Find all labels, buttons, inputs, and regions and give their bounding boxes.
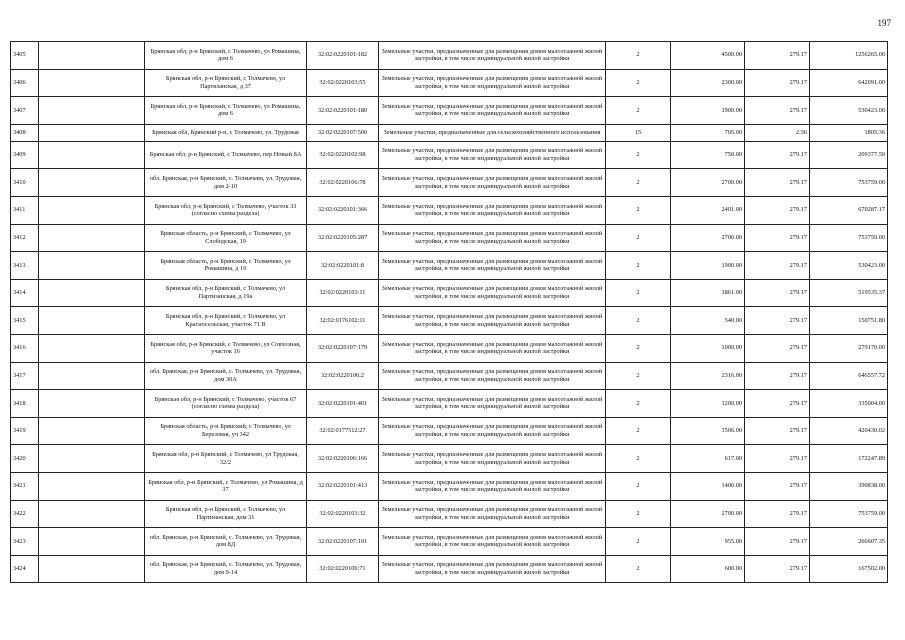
cell-permitted-use: Земельные участки, предназначенные для размещения домов малоэтажной жилой застройки, в том числе индивидуальной жилой застройки bbox=[379, 500, 606, 528]
cell-area: 2700.00 bbox=[671, 500, 745, 528]
page-number: 197 bbox=[877, 18, 891, 28]
cell-area: 2316.00 bbox=[671, 362, 745, 390]
cell-cadastral-number: 32:02:0220101:366 bbox=[307, 196, 379, 224]
table-row bbox=[11, 69, 888, 97]
table-row bbox=[11, 141, 888, 169]
table-row bbox=[11, 500, 888, 528]
cell-permitted-use: Земельные участки, предназначенные для размещения домов малоэтажной жилой застройки, в том числе индивидуальной жилой застройки bbox=[379, 417, 606, 445]
cell-cadastral-number: 32:02:0220106:2 bbox=[307, 362, 379, 390]
cell-specific-value: 279.17 bbox=[745, 97, 810, 125]
cell-area: 1506.00 bbox=[671, 417, 745, 445]
cell-record-number: 3405 bbox=[11, 42, 39, 70]
cell-permitted-use: Земельные участки, предназначенные для размещения домов малоэтажной жилой застройки, в том числе индивидуальной жилой застройки bbox=[379, 169, 606, 197]
cell-address: Брянская обл, р-н Брянский, с Толмачево, ул Партизанская, д 37 bbox=[145, 69, 307, 97]
cell-empty bbox=[39, 69, 145, 97]
cell-area: 2401.00 bbox=[671, 196, 745, 224]
cell-empty bbox=[39, 169, 145, 197]
cell-cadastral-value: 753759.00 bbox=[810, 500, 888, 528]
cell-address: Брянская обл, р-н Брянский, с Толмачево, участок 33 (согласно схемы раздела) bbox=[145, 196, 307, 224]
cell-cadastral-value: 150751.80 bbox=[810, 307, 888, 335]
cell-cadastral-value: 335004.00 bbox=[810, 390, 888, 418]
cell-record-number: 3416 bbox=[11, 334, 39, 362]
cell-permitted-use: Земельные участки, предназначенные для размещения домов малоэтажной жилой застройки, в том числе индивидуальной жилой застройки bbox=[379, 141, 606, 169]
cell-specific-value: 279.17 bbox=[745, 472, 810, 500]
cell-permitted-use: Земельные участки, предназначенные для размещения домов малоэтажной жилой застройки, в том числе индивидуальной жилой застройки bbox=[379, 334, 606, 362]
cell-area: 4500.00 bbox=[671, 42, 745, 70]
cell-specific-value: 279.17 bbox=[745, 141, 810, 169]
cell-record-number: 3422 bbox=[11, 500, 39, 528]
cell-group-code: 2 bbox=[606, 417, 671, 445]
cell-address: обл. Брянская, р-н Брянский, с. Толмачево, ул. Трудовая, дом 9-14 bbox=[145, 555, 307, 583]
cell-cadastral-value: 209377.50 bbox=[810, 141, 888, 169]
cell-area: 750.00 bbox=[671, 141, 745, 169]
cell-cadastral-value: 420430.02 bbox=[810, 417, 888, 445]
cell-record-number: 3421 bbox=[11, 472, 39, 500]
cell-area: 1000.00 bbox=[671, 334, 745, 362]
cell-empty bbox=[39, 196, 145, 224]
cell-address: Брянская обл, р-н Брянский, с Толмачево, ул Ромашина, д 37 bbox=[145, 472, 307, 500]
cell-record-number: 3418 bbox=[11, 390, 39, 418]
cell-empty bbox=[39, 124, 145, 141]
cell-address: Брянская область, р-н Брянский, с Толмачево, ул Слободская, 19 bbox=[145, 224, 307, 252]
table-row bbox=[11, 307, 888, 335]
cell-permitted-use: Земельные участки, предназначенные для размещения домов малоэтажной жилой застройки, в том числе индивидуальной жилой застройки bbox=[379, 362, 606, 390]
cell-cadastral-number: 32:02:0220106:78 bbox=[307, 169, 379, 197]
cell-address: Брянская обл, р-н Брянский, с Толмачево, ул Ромашина, дом 6 bbox=[145, 42, 307, 70]
cell-record-number: 3409 bbox=[11, 141, 39, 169]
cell-cadastral-number: 32:02:0220101:413 bbox=[307, 472, 379, 500]
cell-cadastral-number: 32:02:0220101:401 bbox=[307, 390, 379, 418]
cell-empty bbox=[39, 472, 145, 500]
table-row bbox=[11, 390, 888, 418]
cell-cadastral-number: 32:02:0220103:55 bbox=[307, 69, 379, 97]
cell-empty bbox=[39, 362, 145, 390]
cell-specific-value: 279.17 bbox=[745, 307, 810, 335]
cell-area: 1861.00 bbox=[671, 279, 745, 307]
cell-record-number: 3419 bbox=[11, 417, 39, 445]
table-row bbox=[11, 472, 888, 500]
cell-cadastral-number: 32:02:0220103:11 bbox=[307, 279, 379, 307]
cell-empty bbox=[39, 279, 145, 307]
cell-specific-value: 279.17 bbox=[745, 334, 810, 362]
cell-cadastral-value: 279170.00 bbox=[810, 334, 888, 362]
table-row bbox=[11, 124, 888, 141]
table-row bbox=[11, 169, 888, 197]
cell-record-number: 3406 bbox=[11, 69, 39, 97]
cell-record-number: 3417 bbox=[11, 362, 39, 390]
cell-cadastral-value: 172247.89 bbox=[810, 445, 888, 473]
cell-cadastral-value: 167502.00 bbox=[810, 555, 888, 583]
table-row bbox=[11, 528, 888, 556]
cell-empty bbox=[39, 445, 145, 473]
cell-cadastral-number: 32:02:0220107:101 bbox=[307, 528, 379, 556]
cell-address: обл. Брянская, р-н Брянский, с. Толмачево, ул. Трудовая, дом 2-10 bbox=[145, 169, 307, 197]
cell-area: 705.00 bbox=[671, 124, 745, 141]
cell-specific-value: 279.17 bbox=[745, 279, 810, 307]
cell-cadastral-number: 32:02:0220101:8 bbox=[307, 252, 379, 280]
cell-area: 1900.00 bbox=[671, 97, 745, 125]
cell-address: Брянская обл, р-н Брянский, с Толмачево, ул Красносельская, участок 71 В bbox=[145, 307, 307, 335]
table-body bbox=[11, 42, 888, 583]
cell-empty bbox=[39, 528, 145, 556]
cell-area: 955.00 bbox=[671, 528, 745, 556]
cell-permitted-use: Земельные участки, предназначенные для размещения домов малоэтажной жилой застройки, в том числе индивидуальной жилой застройки bbox=[379, 472, 606, 500]
cell-cadastral-value: 753759.00 bbox=[810, 224, 888, 252]
cell-group-code: 2 bbox=[606, 472, 671, 500]
cell-specific-value: 279.17 bbox=[745, 42, 810, 70]
cell-group-code: 2 bbox=[606, 252, 671, 280]
cell-permitted-use: Земельные участки, предназначенные для размещения домов малоэтажной жилой застройки, в том числе индивидуальной жилой застройки bbox=[379, 279, 606, 307]
cell-address: Брянская обл, р-н Брянский, с Толмачево, ул Партизанская, дом 31 bbox=[145, 500, 307, 528]
cell-address: Брянская обл, р-н Брянский, с Толмачево, участок 67 (согласно схемы раздела) bbox=[145, 390, 307, 418]
cell-area: 600.00 bbox=[671, 555, 745, 583]
cell-permitted-use: Земельные участки, предназначенные для размещения домов малоэтажной жилой застройки, в том числе индивидуальной жилой застройки bbox=[379, 445, 606, 473]
cell-group-code: 2 bbox=[606, 334, 671, 362]
table-row bbox=[11, 334, 888, 362]
cell-group-code: 2 bbox=[606, 390, 671, 418]
cell-address: Брянская область, р-н Брянский, с Толмачево, ул Березовая, уч 342 bbox=[145, 417, 307, 445]
cell-empty bbox=[39, 334, 145, 362]
cell-empty bbox=[39, 97, 145, 125]
cell-record-number: 3415 bbox=[11, 307, 39, 335]
table-row bbox=[11, 555, 888, 583]
cell-cadastral-number: 32:02:0176102:11 bbox=[307, 307, 379, 335]
cell-cadastral-value: 1805.36 bbox=[810, 124, 888, 141]
cell-group-code: 2 bbox=[606, 307, 671, 335]
cadastral-value-table bbox=[10, 41, 888, 583]
table-row bbox=[11, 252, 888, 280]
cell-specific-value: 279.17 bbox=[745, 555, 810, 583]
cell-permitted-use: Земельные участки, предназначенные для размещения домов малоэтажной жилой застройки, в том числе индивидуальной жилой застройки bbox=[379, 42, 606, 70]
cell-cadastral-value: 530423.00 bbox=[810, 252, 888, 280]
cell-cadastral-number: 32:02:0220106:71 bbox=[307, 555, 379, 583]
cell-specific-value: 279.17 bbox=[745, 390, 810, 418]
cell-address: Брянская обл, р-н Брянский, с Толмачево, ул Ромашина, дом 6 bbox=[145, 97, 307, 125]
cell-cadastral-value: 670287.17 bbox=[810, 196, 888, 224]
cell-address: Брянская обл, р-н Брянский, с Толмачево, ул Партизанская, д 19а bbox=[145, 279, 307, 307]
cell-area: 2300.00 bbox=[671, 69, 745, 97]
cell-cadastral-value: 266607.35 bbox=[810, 528, 888, 556]
cell-cadastral-value: 390838.00 bbox=[810, 472, 888, 500]
cell-cadastral-number: 32:02:0220101:180 bbox=[307, 97, 379, 125]
cell-permitted-use: Земельные участки, предназначенные для размещения домов малоэтажной жилой застройки, в том числе индивидуальной жилой застройки bbox=[379, 196, 606, 224]
cell-area: 1400.00 bbox=[671, 472, 745, 500]
table-row bbox=[11, 362, 888, 390]
cell-empty bbox=[39, 390, 145, 418]
cell-specific-value: 279.17 bbox=[745, 417, 810, 445]
cell-record-number: 3424 bbox=[11, 555, 39, 583]
cell-cadastral-value: 1256265.00 bbox=[810, 42, 888, 70]
cell-group-code: 15 bbox=[606, 124, 671, 141]
cell-cadastral-number: 32:02:0220106:166 bbox=[307, 445, 379, 473]
cell-cadastral-value: 642091.00 bbox=[810, 69, 888, 97]
cell-address: Брянская обл, р-н Брянский, с Толмачево, ул Трудовая, 32/2 bbox=[145, 445, 307, 473]
cell-address: Брянская область, р-н Брянский, с Толмачево, ул Ромашина, д 10 bbox=[145, 252, 307, 280]
cell-record-number: 3413 bbox=[11, 252, 39, 280]
cell-record-number: 3411 bbox=[11, 196, 39, 224]
cell-specific-value: 279.17 bbox=[745, 362, 810, 390]
cell-empty bbox=[39, 307, 145, 335]
cell-specific-value: 279.17 bbox=[745, 69, 810, 97]
cell-address: Брянская обл, Брянский р-н, с Толмачево, ул. Трудовая bbox=[145, 124, 307, 141]
cell-empty bbox=[39, 417, 145, 445]
cell-cadastral-number: 32:02:0220101:182 bbox=[307, 42, 379, 70]
cell-permitted-use: Земельные участки, предназначенные для сельскохозяйственного использования bbox=[379, 124, 606, 141]
table-row bbox=[11, 224, 888, 252]
cell-cadastral-value: 519535.37 bbox=[810, 279, 888, 307]
cell-permitted-use: Земельные участки, предназначенные для размещения домов малоэтажной жилой застройки, в том числе индивидуальной жилой застройки bbox=[379, 528, 606, 556]
cell-record-number: 3408 bbox=[11, 124, 39, 141]
cell-group-code: 2 bbox=[606, 169, 671, 197]
cell-empty bbox=[39, 224, 145, 252]
cell-group-code: 2 bbox=[606, 555, 671, 583]
cell-record-number: 3410 bbox=[11, 169, 39, 197]
cell-group-code: 2 bbox=[606, 224, 671, 252]
cell-group-code: 2 bbox=[606, 141, 671, 169]
table-row bbox=[11, 445, 888, 473]
cell-cadastral-number: 32:02:0220105:287 bbox=[307, 224, 379, 252]
cell-permitted-use: Земельные участки, предназначенные для размещения домов малоэтажной жилой застройки, в том числе индивидуальной жилой застройки bbox=[379, 555, 606, 583]
cell-cadastral-value: 753759.00 bbox=[810, 169, 888, 197]
cell-record-number: 3423 bbox=[11, 528, 39, 556]
cell-cadastral-value: 646557.72 bbox=[810, 362, 888, 390]
cell-specific-value: 279.17 bbox=[745, 528, 810, 556]
table-row bbox=[11, 196, 888, 224]
cell-address: Брянская обл, р-н Брянский, с Толмачево, ул Совхозная, участок 16 bbox=[145, 334, 307, 362]
cell-permitted-use: Земельные участки, предназначенные для размещения домов малоэтажной жилой застройки, в том числе индивидуальной жилой застройки bbox=[379, 224, 606, 252]
cell-group-code: 2 bbox=[606, 445, 671, 473]
cell-specific-value: 279.17 bbox=[745, 500, 810, 528]
cell-permitted-use: Земельные участки, предназначенные для размещения домов малоэтажной жилой застройки, в том числе индивидуальной жилой застройки bbox=[379, 252, 606, 280]
cell-group-code: 2 bbox=[606, 69, 671, 97]
cell-cadastral-number: 32:02:0177512:27 bbox=[307, 417, 379, 445]
cell-address: Брянская обл, р-н Брянский, с Толмачево, пер Новый 8А bbox=[145, 141, 307, 169]
cell-specific-value: 279.17 bbox=[745, 224, 810, 252]
cell-group-code: 2 bbox=[606, 362, 671, 390]
cell-empty bbox=[39, 500, 145, 528]
cell-cadastral-number: 32:02:0220103:32 bbox=[307, 500, 379, 528]
cell-permitted-use: Земельные участки, предназначенные для размещения домов малоэтажной жилой застройки, в том числе индивидуальной жилой застройки bbox=[379, 69, 606, 97]
cell-cadastral-number: 32:02:0220102:98 bbox=[307, 141, 379, 169]
cell-specific-value: 279.17 bbox=[745, 252, 810, 280]
cell-area: 1200.00 bbox=[671, 390, 745, 418]
cell-cadastral-number: 32:02:0220107:500 bbox=[307, 124, 379, 141]
table-row bbox=[11, 97, 888, 125]
cell-permitted-use: Земельные участки, предназначенные для размещения домов малоэтажной жилой застройки, в том числе индивидуальной жилой застройки bbox=[379, 390, 606, 418]
cell-area: 2700.00 bbox=[671, 169, 745, 197]
cell-empty bbox=[39, 141, 145, 169]
cell-specific-value: 279.17 bbox=[745, 445, 810, 473]
cell-empty bbox=[39, 42, 145, 70]
cell-record-number: 3420 bbox=[11, 445, 39, 473]
cell-area: 1900.00 bbox=[671, 252, 745, 280]
cell-permitted-use: Земельные участки, предназначенные для размещения домов малоэтажной жилой застройки, в том числе индивидуальной жилой застройки bbox=[379, 97, 606, 125]
cell-cadastral-value: 530423.00 bbox=[810, 97, 888, 125]
cell-group-code: 2 bbox=[606, 97, 671, 125]
cell-group-code: 2 bbox=[606, 196, 671, 224]
cell-group-code: 2 bbox=[606, 528, 671, 556]
cell-specific-value: 279.17 bbox=[745, 169, 810, 197]
cell-area: 540.00 bbox=[671, 307, 745, 335]
cell-specific-value: 279.17 bbox=[745, 196, 810, 224]
cell-group-code: 2 bbox=[606, 279, 671, 307]
cell-area: 617.00 bbox=[671, 445, 745, 473]
cell-address: обл. Брянская, р-н Брянский, с. Толмачево, ул. Трудовая, дом 30А bbox=[145, 362, 307, 390]
cell-group-code: 2 bbox=[606, 500, 671, 528]
cell-cadastral-number: 32:02:0220107:179 bbox=[307, 334, 379, 362]
cell-area: 2700.00 bbox=[671, 224, 745, 252]
cell-empty bbox=[39, 252, 145, 280]
cell-permitted-use: Земельные участки, предназначенные для размещения домов малоэтажной жилой застройки, в том числе индивидуальной жилой застройки bbox=[379, 307, 606, 335]
cell-specific-value: 2.56 bbox=[745, 124, 810, 141]
cell-group-code: 2 bbox=[606, 42, 671, 70]
cell-record-number: 3414 bbox=[11, 279, 39, 307]
table-row bbox=[11, 42, 888, 70]
table-row bbox=[11, 417, 888, 445]
cell-empty bbox=[39, 555, 145, 583]
table-row bbox=[11, 279, 888, 307]
cell-record-number: 3412 bbox=[11, 224, 39, 252]
cell-record-number: 3407 bbox=[11, 97, 39, 125]
cell-address: обл. Брянская, р-н Брянский, с. Толмачево, ул. Трудовая, дом 8Д bbox=[145, 528, 307, 556]
